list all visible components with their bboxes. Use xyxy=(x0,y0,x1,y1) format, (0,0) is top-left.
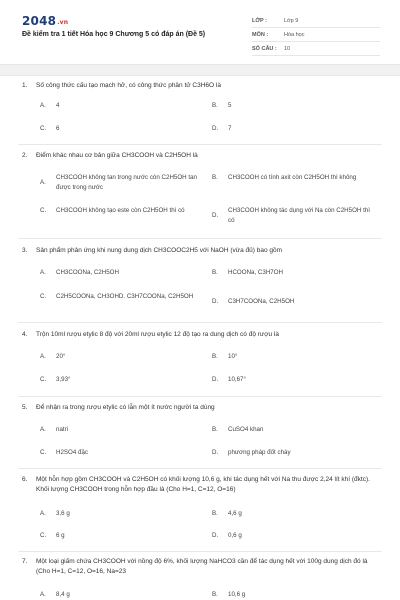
option-b[interactable] xyxy=(212,268,283,278)
option-a[interactable] xyxy=(40,425,68,435)
divider xyxy=(18,144,382,145)
meta-key: SỐ CÂU : xyxy=(252,45,277,52)
option-letter: A. xyxy=(40,510,46,517)
option-text: 4,6 g xyxy=(228,510,242,517)
question-number: 4. xyxy=(22,331,28,338)
option-d[interactable] xyxy=(212,124,231,134)
option-letter: A. xyxy=(40,102,46,109)
option-letter: A. xyxy=(40,179,46,186)
divider xyxy=(18,468,382,469)
option-letter: B. xyxy=(212,102,218,109)
question-text: Sản phẩm phản ứng khi nung dung dịch CH3COOC2H5 với NaOH (vừa đủ) bao gồm xyxy=(36,247,283,254)
option-d[interactable] xyxy=(212,206,372,226)
option-b[interactable] xyxy=(212,590,245,600)
question-6 xyxy=(22,475,378,495)
question-2 xyxy=(22,151,378,161)
question-number: 5. xyxy=(22,404,28,411)
option-letter: D. xyxy=(212,376,219,383)
option-b[interactable] xyxy=(212,101,231,111)
option-text: CH3COOH không tạo este còn C2H5OH thì có xyxy=(56,207,185,214)
question-7 xyxy=(22,557,378,577)
option-letter: B. xyxy=(212,174,218,181)
logo-main-text: 2048 xyxy=(22,14,57,28)
option-a[interactable] xyxy=(40,101,59,111)
option-text: C3H7COONa, C2H5OH xyxy=(228,298,295,305)
option-text: H2SO4 đặc xyxy=(56,449,88,456)
option-letter: D. xyxy=(212,125,219,132)
question-number: 1. xyxy=(22,82,28,89)
option-d[interactable] xyxy=(212,375,246,385)
option-text: CuSO4 khan xyxy=(228,426,264,433)
option-a[interactable] xyxy=(40,590,70,600)
option-text: 3,6 g xyxy=(56,510,70,517)
question-text: Số công thức cấu tạo mạch hở, có công thức phân tử C3H6O là xyxy=(36,82,221,89)
meta-row-class xyxy=(252,14,380,28)
question-text: Một loại giấm chứa CH3COOH với nồng độ 6%, khối lượng NaHCO3 cần để tác dụng hết với 100g dung dịch đó là (Cho H=1, C=12, O=16, Na=23 xyxy=(36,558,368,575)
question-text: Điểm khác nhau cơ bản giữa CH3COOH và C2H5OH là xyxy=(36,152,198,159)
question-4 xyxy=(22,330,378,340)
meta-value: Lớp 9 xyxy=(284,17,299,24)
question-3 xyxy=(22,246,378,256)
option-text: 10,67° xyxy=(228,376,246,383)
option-text: C2H5COONa, CH3OHD. C3H7COONa, C2H5OH xyxy=(56,293,194,300)
option-letter: C. xyxy=(40,376,47,383)
meta-value: Hóa học xyxy=(284,31,305,38)
question-text: Một hỗn hợp gồm CH3COOH và C2H5OH có khối lượng 10,6 g, khi tác dụng hết với Na thu được 2,24 lít khí (đktc). Khối lượng CH3COOH trong hỗn hợp đầu là (Cho H=1, C=12, O=16) xyxy=(36,476,370,493)
option-letter: C. xyxy=(40,449,47,456)
option-c[interactable] xyxy=(40,448,88,458)
option-text: CH3COOH có tính axit còn C2H5OH thì không xyxy=(228,174,357,181)
option-letter: B. xyxy=(212,353,218,360)
option-text: 6 g xyxy=(56,532,65,539)
logo-domain-text: .vn xyxy=(57,19,69,26)
option-letter: B. xyxy=(212,510,218,517)
option-text: CH3COOH không tan trong nước còn C2H5OH tan được trong nước xyxy=(56,174,197,191)
option-text: CH3COOH không tác dụng với Na còn C2H5OH thì có xyxy=(228,207,370,224)
option-letter: C. xyxy=(40,293,47,300)
question-text: Để nhận ra trong rượu etylic có lẫn một ít nước người ta dùng xyxy=(36,404,215,411)
page-title: Đề kiểm tra 1 tiết Hóa học 9 Chương 5 có đáp án (Đề 5) xyxy=(22,31,206,38)
option-letter: B. xyxy=(212,426,218,433)
option-letter: A. xyxy=(40,269,46,276)
divider xyxy=(18,322,382,323)
option-letter: A. xyxy=(40,426,46,433)
divider xyxy=(18,551,382,552)
option-text: natri xyxy=(56,426,69,433)
option-text: CH3COONa, C2H5OH xyxy=(56,269,119,276)
header xyxy=(0,0,400,62)
option-a[interactable] xyxy=(40,268,119,278)
exam-meta-table xyxy=(252,14,380,56)
option-letter: C. xyxy=(40,125,47,132)
option-letter: A. xyxy=(40,591,46,598)
option-letter: C. xyxy=(40,207,47,214)
option-text: 20° xyxy=(56,353,66,360)
option-b[interactable] xyxy=(212,425,263,435)
question-text: Trộn 10ml rượu etylic 8 độ với 20ml rượu etylic 12 độ tạo ra dung dịch có độ rượu là xyxy=(36,331,280,338)
meta-key: LỚP : xyxy=(252,17,267,24)
option-d[interactable] xyxy=(212,448,291,458)
option-letter: D. xyxy=(212,449,219,456)
divider xyxy=(18,238,382,239)
meta-row-count xyxy=(252,42,380,56)
question-number: 7. xyxy=(22,558,28,565)
meta-key: MÔN : xyxy=(252,31,269,38)
option-d[interactable] xyxy=(212,531,242,541)
question-number: 2. xyxy=(22,152,28,159)
option-letter: A. xyxy=(40,353,46,360)
header-separator xyxy=(0,64,400,76)
option-letter: B. xyxy=(212,591,218,598)
option-c[interactable] xyxy=(40,292,210,302)
option-text: 8,4 g xyxy=(56,591,70,598)
question-number: 6. xyxy=(22,476,28,483)
option-text: 0,6 g xyxy=(228,532,242,539)
option-letter: B. xyxy=(212,269,218,276)
option-c[interactable] xyxy=(40,375,71,385)
question-5 xyxy=(22,403,378,413)
option-letter: C. xyxy=(40,532,47,539)
option-text: 4 xyxy=(56,102,60,109)
option-c[interactable] xyxy=(40,124,59,134)
divider xyxy=(18,396,382,397)
option-a[interactable] xyxy=(40,352,65,362)
option-text: 10° xyxy=(228,353,238,360)
option-c[interactable] xyxy=(40,531,65,541)
option-text: 3,93° xyxy=(56,376,71,383)
option-d[interactable] xyxy=(212,297,294,307)
option-text: phương pháp đốt cháy xyxy=(228,449,291,456)
option-b[interactable] xyxy=(212,352,237,362)
option-letter: D. xyxy=(212,298,219,305)
meta-row-subject xyxy=(252,28,380,42)
option-a[interactable] xyxy=(40,509,70,519)
option-b[interactable] xyxy=(212,173,372,183)
question-number: 3. xyxy=(22,247,28,254)
question-1 xyxy=(22,81,378,91)
option-text: HCOONa, C3H7OH xyxy=(228,269,284,276)
option-a[interactable] xyxy=(40,173,210,193)
option-c[interactable] xyxy=(40,206,210,216)
option-b[interactable] xyxy=(212,509,242,519)
option-text: 6 xyxy=(56,125,60,132)
option-text: 10,6 g xyxy=(228,591,246,598)
option-text: 7 xyxy=(228,125,232,132)
option-letter: D. xyxy=(212,532,219,539)
meta-value: 10 xyxy=(284,45,291,52)
option-letter: D. xyxy=(212,212,219,219)
option-text: 5 xyxy=(228,102,232,109)
site-logo[interactable] xyxy=(22,14,68,28)
